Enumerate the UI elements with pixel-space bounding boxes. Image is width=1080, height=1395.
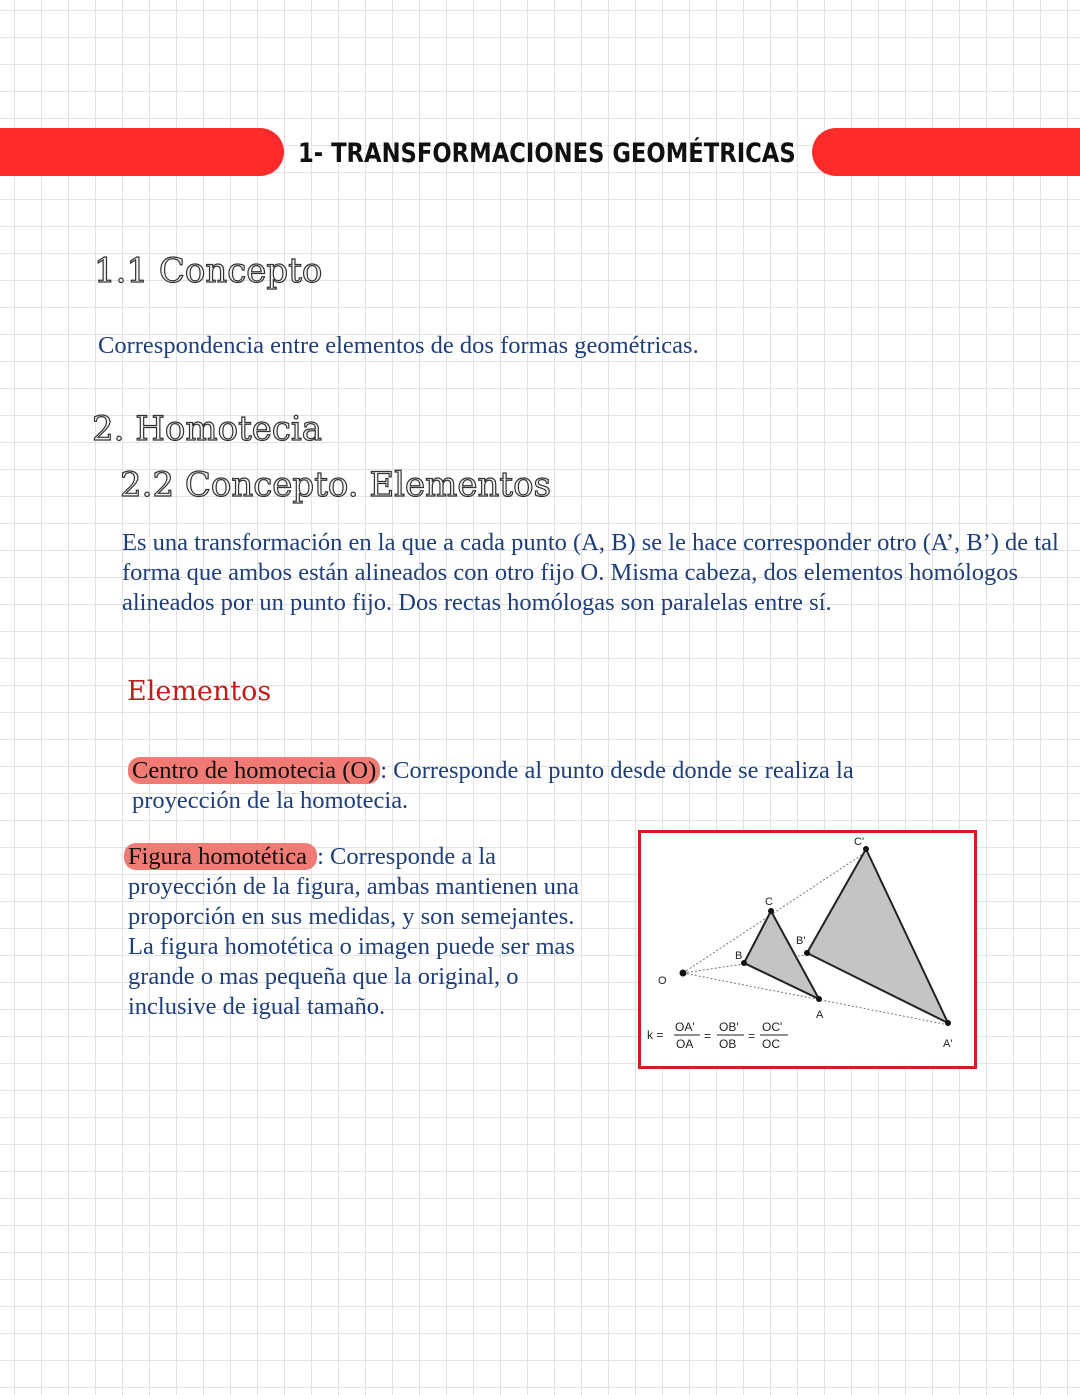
banner-bar-right [812, 128, 1080, 176]
formula-num-2: OB' [719, 1020, 739, 1034]
point-b-prime [804, 950, 810, 956]
label-c: C [765, 896, 773, 908]
homotecia-figure [638, 830, 977, 1069]
point-a-prime [945, 1020, 951, 1026]
subheading-concepto-elementos: 2.2 Concepto. Elementos [120, 465, 551, 505]
label-o: O [658, 975, 667, 987]
banner-bar-left [0, 128, 284, 176]
term-highlight: Centro de homotecia (O) [128, 757, 380, 784]
formula-equals-2: = [748, 1029, 756, 1043]
formula-den-2: OB [719, 1037, 737, 1051]
concepto-definition: Correspondencia entre elementos de dos formas geométricas. [98, 332, 699, 359]
term-highlight: Figura homotética [124, 843, 317, 870]
elemento-figura-homotetica [128, 842, 598, 1022]
elemento-centro-homotecia [132, 756, 932, 816]
term-description: : Corresponde a la proyección de la figura, ambas mantienen una proporción en sus medidas, y son semejantes. La figura homotética o imagen puede ser mas grande o mas pequeña que la original, o inclusive de igual tamaño. [128, 843, 580, 1020]
point-a [816, 996, 822, 1002]
term-description: : Corresponde al punto desde donde se realiza la proyección de la homotecia. [132, 757, 854, 814]
label-a-prime: A' [943, 1038, 953, 1050]
formula-equals-1: = [704, 1029, 712, 1043]
formula-num-1: OA' [675, 1020, 695, 1034]
formula-num-3: OC' [762, 1020, 783, 1034]
point-c [768, 908, 774, 914]
elementos-heading: Elementos [127, 676, 272, 707]
formula-k: k = [647, 1028, 664, 1042]
section-heading-homotecia: 2. Homotecia [92, 409, 323, 449]
label-b: B [735, 950, 743, 962]
label-c-prime: C' [854, 836, 865, 848]
point-o [680, 970, 687, 977]
label-a: A [816, 1009, 824, 1021]
section-heading-concepto: 1.1 Concepto [94, 251, 323, 291]
homotecia-diagram [641, 833, 974, 1066]
formula-den-3: OC [762, 1037, 780, 1051]
formula-den-1: OA [676, 1037, 694, 1051]
banner-title: 1- TRANSFORMACIONES GEOMÉTRICAS [298, 138, 796, 169]
triangle-image [807, 849, 948, 1023]
label-b-prime: B' [796, 935, 806, 947]
homotecia-definition: Es una transformación en la que a cada punto (A, B) se le hace corresponder otro (A’, B’) de tal forma que ambos están alineados con otro fijo O. Misma cabeza, dos elementos homólogos alineados por un punto fijo. Dos rectas homólogas son paralelas entre sí. [122, 529, 1059, 616]
